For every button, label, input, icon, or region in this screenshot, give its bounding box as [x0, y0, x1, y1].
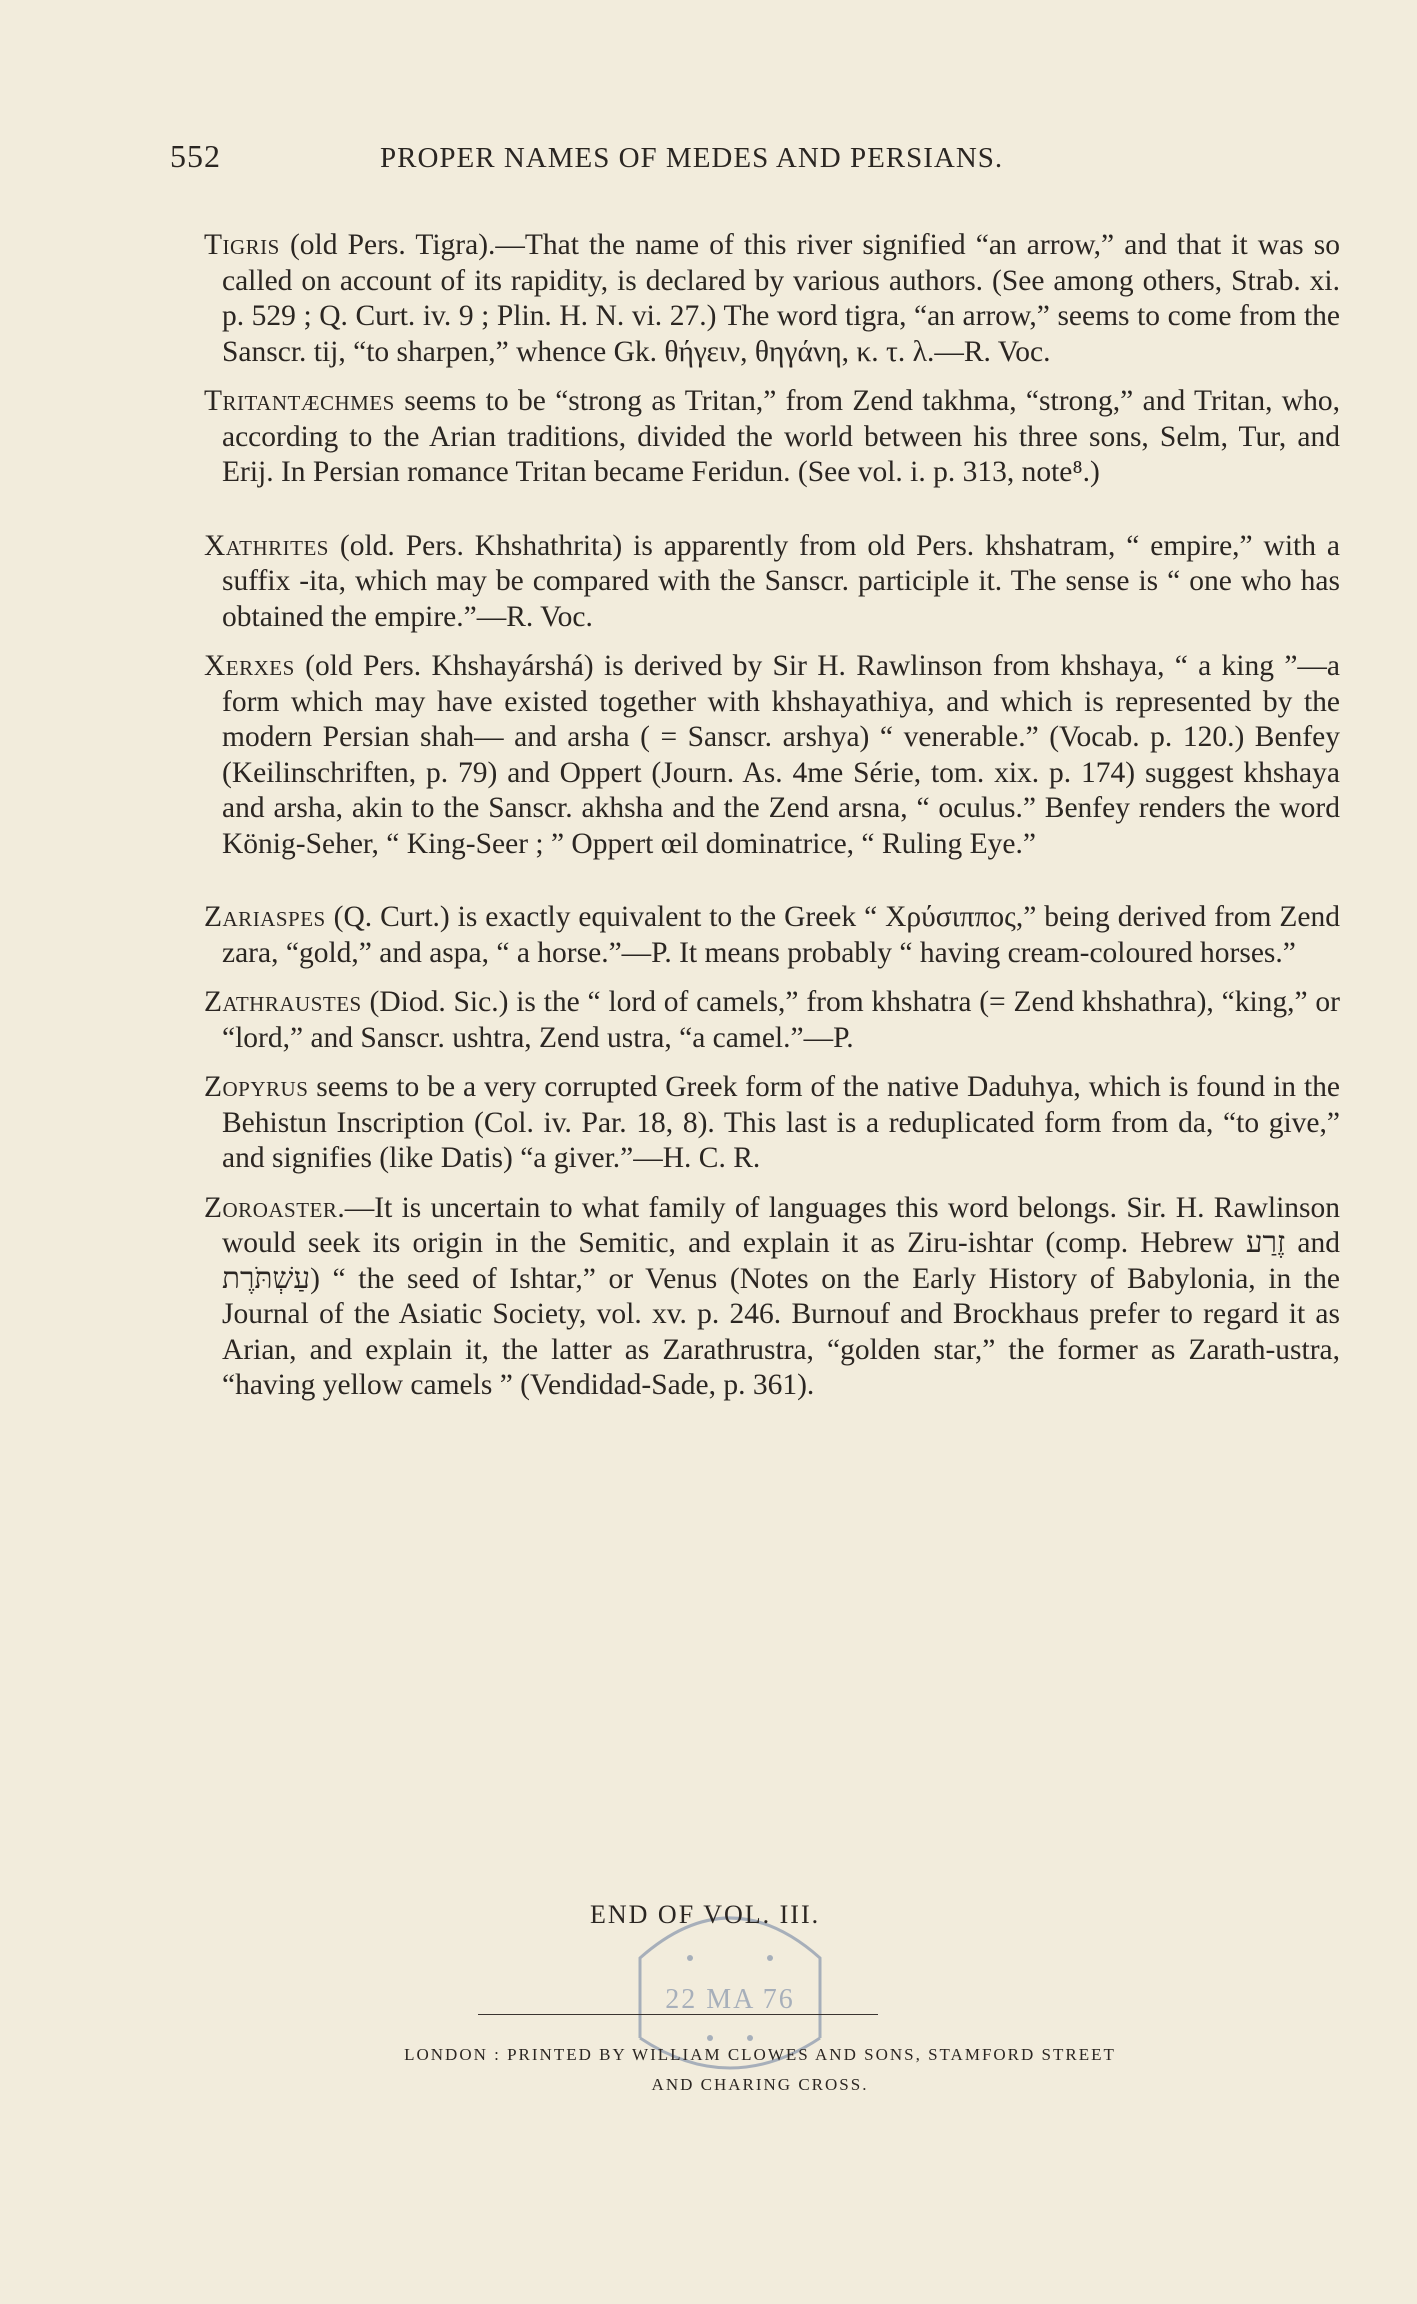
- glossary-entries: [204, 228, 1340, 1404]
- entry-head: Zathraustes: [204, 986, 362, 1018]
- entry-zoroaster: [204, 1191, 1340, 1404]
- entry-body: seems to be a very corrupted Greek form of the native Daduhya, which is found in the Behistun Inscription (Col. iv. Par. 18, 8). This last is a reduplicated form from da, “to give,” and signifies (like Datis) “a giver.”—H. C. R.: [222, 1071, 1340, 1174]
- printer-imprint: [330, 2040, 1190, 2100]
- entry-head: Xerxes: [204, 650, 295, 682]
- entry-xathrites: [204, 529, 1340, 636]
- entry-head: Tritantæchmes: [204, 385, 395, 417]
- entry-body: (old Pers. Tigra).—That the name of this river signified “an arrow,” and that it was so called on account of its rapidity, is declared by various authors. (See among others, Strab. xi. p. 529 ; Q. Curt. iv. 9 ; Plin. H. N. vi. 27.) The word tigra, “an arrow,” seems to come from the Sanscr. tij, “to sharpen,” whence Gk. θήγειν, θηγάνη, κ. τ. λ.—R. Voc.: [222, 229, 1340, 368]
- entry-head: Zopyrus: [204, 1071, 309, 1103]
- entry-body: (old Pers. Khshayárshá) is derived by Sir H. Rawlinson from khshaya, “ a king ”—a form which may have existed together with khshayathiya, and which is represented by the modern Persian shah— and arsha ( = Sanscr. arshya) “ venerable.” (Vocab. p. 120.) Benfey (Keilinschriften, p. 79) and Oppert (Journ. As. 4me Série, tom. xix. p. 174) suggest khshaya and arsha, akin to the Sanscr. akhsha and the Zend arsna, “ oculus.” Benfey renders the word König-Seher, “ King-Seer ; ” Oppert œil dominatrice, “ Ruling Eye.”: [222, 650, 1340, 860]
- entry-zathraustes: [204, 985, 1340, 1056]
- entry-body: (old. Pers. Khshathrita) is apparently from old Pers. khshatram, “ empire,” with a suffix -ita, which may be compared with the Sanscr. participle it. The sense is “ one who has obtained the empire.”—R. Voc.: [222, 529, 1340, 633]
- end-of-volume: END OF VOL. III.: [590, 1900, 821, 1929]
- entry-body: seems to be “strong as Tritan,” from Zend takhma, “strong,” and Tritan, who, according to the Arian traditions, divided the world between his three sons, Selm, Tur, and Erij. In Persian romance Tritan became Feridun. (See vol. i. p. 313, note⁸.): [222, 385, 1340, 488]
- entry-body: (Q. Curt.) is exactly equivalent to the Greek “ Χρύσιππος,” being derived from Zend zara, “gold,” and aspa, “ a horse.”—P. It means probably “ having cream-coloured horses.”: [222, 901, 1340, 969]
- entry-head: Xathrites: [204, 529, 329, 562]
- entry-body: .—It is uncertain to what family of languages this word belongs. Sir. H. Rawlinson would seek its origin in the Semitic, and explain it as Ziru-ishtar (comp. Hebrew זֶרַע and עַשְׁתֹּרֶת) “ the seed of Ishtar,” or Venus (Notes on the Early History of Babylonia, in the Journal of the Asiatic Society, vol. xv. p. 246. Burnouf and Brockhaus prefer to regard it as Arian, and explain it, the latter as Zarathrustra, “golden star,” the former as Zarath-ustra, “having yellow camels ” (Vendidad-Sade, p. 361).: [222, 1191, 1340, 1401]
- entry-xerxes: [204, 649, 1340, 862]
- entry-head: Tigris: [204, 229, 280, 261]
- page-header: [170, 138, 1150, 188]
- entry-zopyrus: [204, 1070, 1340, 1177]
- colophon-rule: [478, 2014, 878, 2015]
- entry-body: (Diod. Sic.) is the “ lord of camels,” from khshatra (= Zend khshathra), “king,” or “lord,” and Sanscr. ushtra, Zend ustra, “a camel.”—P.: [222, 986, 1340, 1054]
- entry-head: Zariaspes: [204, 901, 326, 933]
- entry-tritantaechmes: [204, 384, 1340, 491]
- page-number: 552: [170, 138, 221, 174]
- imprint-line-1: LONDON : PRINTED BY WILLIAM CLOWES AND SONS, STAMFORD STREET: [404, 2045, 1116, 2064]
- entry-head: Zoroaster: [204, 1191, 338, 1224]
- entry-zariaspes: [204, 900, 1340, 971]
- running-title: PROPER NAMES OF MEDES AND PERSIANS.: [380, 142, 1004, 174]
- stamp-date: 22 MA 76: [665, 1984, 795, 2015]
- imprint-line-2: AND CHARING CROSS.: [651, 2075, 869, 2094]
- entry-tigris: [204, 228, 1340, 370]
